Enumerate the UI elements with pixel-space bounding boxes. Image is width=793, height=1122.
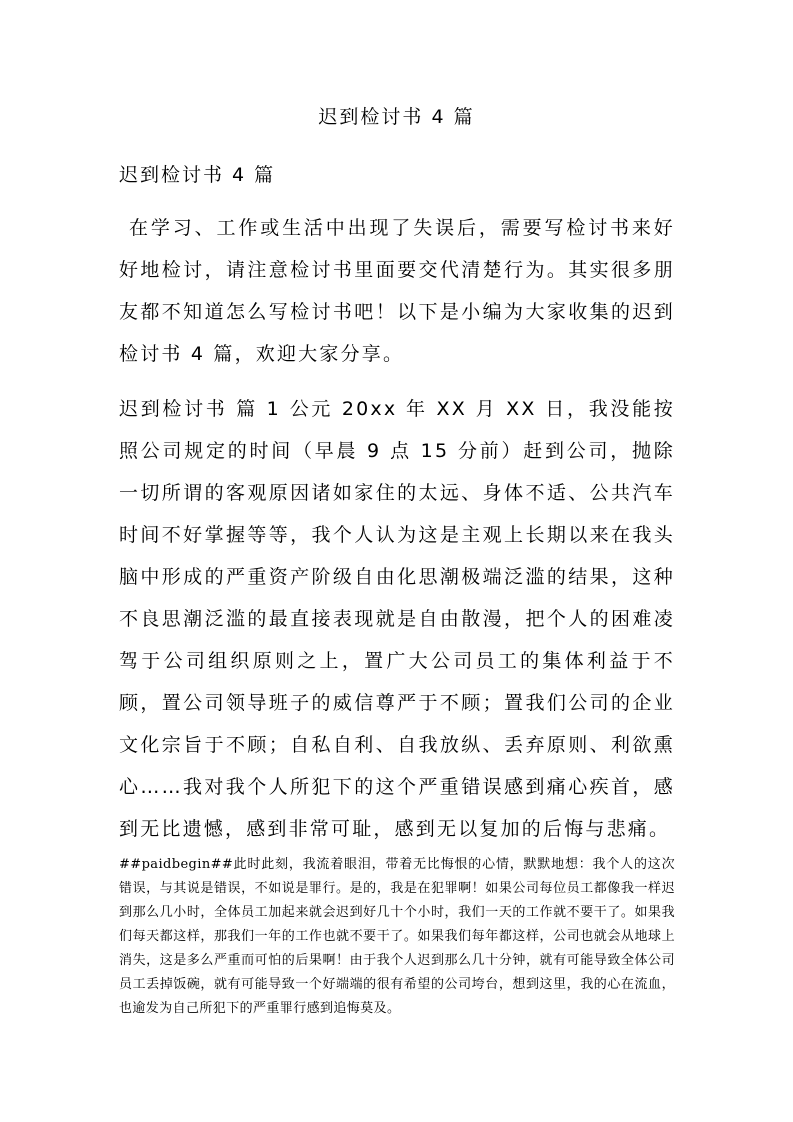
document-subtitle: 迟到检讨书 4 篇 xyxy=(119,164,276,186)
small-print-paragraph: ##paidbegin##此时此刻，我流着眼泪，带着无比悔恨的心情，默默地想：我个人的这次错误，与其说是错误，不如说是罪行。是的，我是在犯罪啊！如果公司每位员工都像我一样迟到那么几小时，全体员工加起来就会迟到好几十个小时，我们一天的工作就不要干了。如果我们每天都这样，那我们一年的工作也就不要干了。如果我们每年都这样，公司也就会从地球上消失，这是多么严重而可怕的后果啊！由于我个人迟到那么几十分钟，就有可能导致全体公司员工丢掉饭碗，就有可能导致一个好端端的很有希望的公司垮台，想到这里，我的心在流血，也逾发为自己所犯下的严重罪行感到追悔莫及。 xyxy=(119,857,675,1016)
intro-paragraph: 在学习、工作或生活中出现了失误后，需要写检讨书来好好地检讨，请注意检讨书里面要交代清楚行为。其实很多朋友都不知道怎么写检讨书吧！以下是小编为大家收集的迟到检讨书 4 篇，欢迎大家分享。 xyxy=(119,217,675,365)
body-paragraph: 迟到检讨书 篇 1 公元 20xx 年 XX 月 XX 日，我没能按照公司规定的时间（早晨 9 点 15 分前）赶到公司，抛除一切所谓的客观原因诸如家住的太远、身体不适、公共汽车时间不好掌握等等，我个人认为这是主观上长期以来在我头脑中形成的严重资产阶级自由化思潮极端泛滥的结果，这种不良思潮泛滥的最直接表现就是自由散漫，把个人的困难凌驾于公司组织原则之上，置广大公司员工的集体利益于不顾，置公司领导班子的威信尊严于不顾；置我们公司的企业文化宗旨于不顾；自私自利、自我放纵、丢弃原则、利欲熏心……我对我个人所犯下的这个严重错误感到痛心疾首，感到无比遗憾，感到非常可耻，感到无以复加的后悔与悲痛。 xyxy=(119,398,675,840)
document-title: 迟到检讨书 4 篇 xyxy=(318,106,475,128)
